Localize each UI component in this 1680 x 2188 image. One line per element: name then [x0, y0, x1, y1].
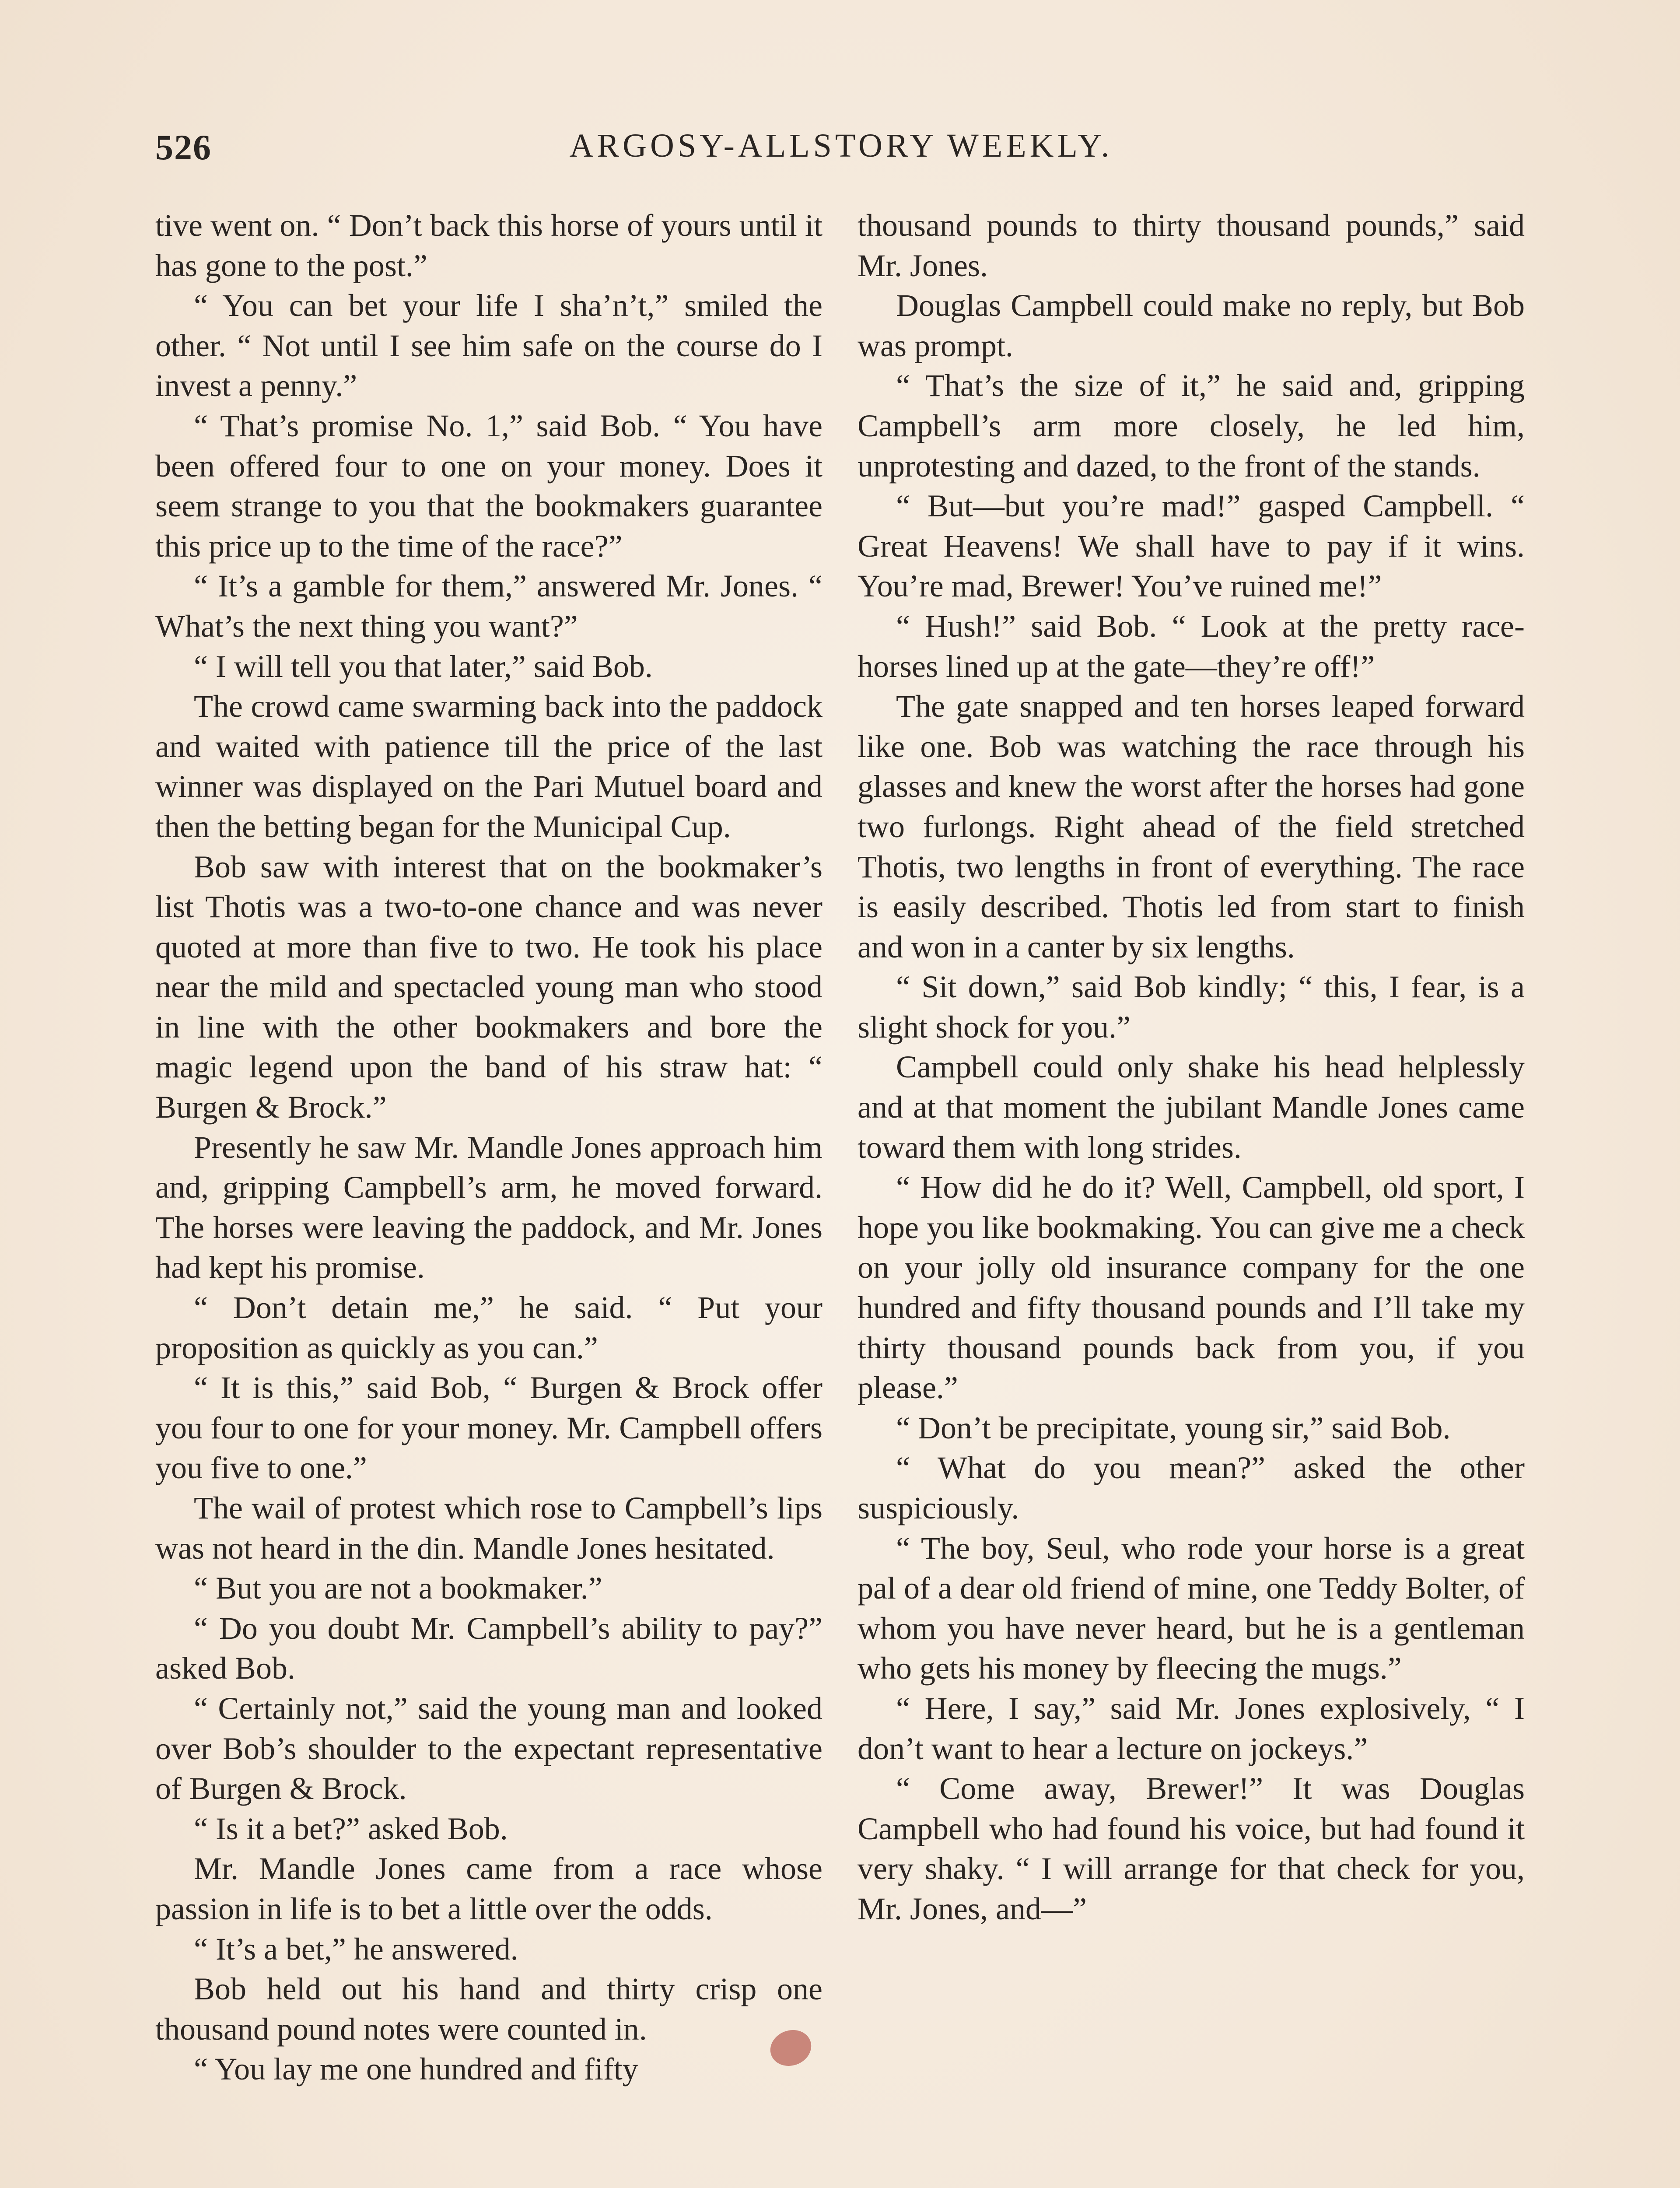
paragraph: “ Hush!” said Bob. “ Look at the pretty race-horses lined up at the gate—they’re off!”: [858, 608, 1525, 684]
paragraph: “ Do you doubt Mr. Campbell’s ability to pay?” asked Bob.: [155, 1610, 822, 1686]
paragraph: “ Don’t detain me,” he said. “ Put your proposition as quickly as you can.”: [155, 1290, 822, 1365]
paragraph: “ How did he do it? Well, Campbell, old sport, I hope you like bookmaking. You can give me a check on your jolly old insurance company for the one hundred and fifty thousand pounds and I’ll take my thirty thousand pounds back from you, if you please.”: [858, 1170, 1525, 1406]
paragraph: “ It’s a gamble for them,” answered Mr. Jones. “ What’s the next thing you want?”: [155, 568, 822, 644]
paragraph: “ That’s promise No. 1,” said Bob. “ You have been offered four to one on your money. Does it seem strange to you that the bookmakers guarantee this price up to the time of the race?”: [155, 408, 822, 564]
paragraph: The wail of protest which rose to Campbell’s lips was not heard in the din. Mandle Jones hesitated.: [155, 1490, 822, 1566]
paragraph: Presently he saw Mr. Mandle Jones approach him and, gripping Campbell’s arm, he moved forward. The horses were leaving the paddock, and Mr. Jones had kept his promise.: [155, 1129, 822, 1285]
paragraph: The crowd came swarming back into the paddock and waited with patience till the price of the last winner was displayed on the Pari Mutuel board and then the betting began for the Municipal Cup.: [155, 689, 822, 844]
running-head-title: ARGOSY-ALLSTORY WEEKLY.: [569, 127, 1113, 164]
paragraph: The gate snapped and ten horses leaped forward like one. Bob was watching the race through his glasses and knew the worst after the horses had gone two furlongs. Right ahead of the field stretched Thotis, two lengths in front of everything. The race is easily described. Thotis led from start to finish and won in a canter by six lengths.: [858, 689, 1525, 964]
paragraph: “ That’s the size of it,” he said and, gripping Campbell’s arm more closely, he led him, unprotesting and dazed, to the front of the stands.: [858, 368, 1525, 484]
paragraph: “ You lay me one hundred and fifty: [194, 2051, 638, 2087]
paragraph: “ Don’t be precipitate, young sir,” said Bob.: [896, 1410, 1451, 1445]
paragraph: Bob saw with interest that on the bookmaker’s list Thotis was a two-to-one chance and was never quoted at more than five to two. He took his place near the mild and spectacled young man who stood in line with the other bookmakers and bore the magic legend upon the band of his straw hat: “ Burgen & Brock.”: [155, 849, 822, 1125]
right-text-column: [858, 206, 1525, 1929]
page-header: [155, 127, 1527, 179]
left-text-column: [155, 206, 822, 2090]
paragraph: “ What do you mean?” asked the other suspiciously.: [858, 1450, 1525, 1525]
paragraph: “ It’s a bet,” he answered.: [194, 1931, 518, 1967]
paragraph: “ I will tell you that later,” said Bob.: [194, 649, 653, 684]
paragraph: Campbell could only shake his head helplessly and at that moment the jubilant Mandle Jones came toward them with long strides.: [858, 1049, 1525, 1165]
paragraph: “ You can bet your life I sha’n’t,” smiled the other. “ Not until I see him safe on the course do I invest a penny.”: [155, 288, 822, 403]
paragraph: “ Come away, Brewer!” It was Douglas Campbell who had found his voice, but had found it very shaky. “ I will arrange for that check for you, Mr. Jones, and—”: [858, 1771, 1525, 1926]
paragraph: “ Certainly not,” said the young man and looked over Bob’s shoulder to the expectant representative of Burgen & Brock.: [155, 1690, 822, 1806]
paragraph: Bob held out his hand and thirty crisp one thousand pound notes were counted in.: [155, 1971, 822, 2047]
paragraph: “ It is this,” said Bob, “ Burgen & Brock offer you four to one for your money. Mr. Campbell offers you five to one.”: [155, 1370, 822, 1486]
paragraph: “ The boy, Seul, who rode your horse is a great pal of a dear old friend of mine, one Teddy Bolter, of whom you have never heard, but he is a gentleman who gets his money by fleecing the mugs.”: [858, 1530, 1525, 1686]
paragraph: “ But—but you’re mad!” gasped Campbell. “ Great Heavens! We shall have to pay if it wins. You’re mad, Brewer! You’ve ruined me!”: [858, 488, 1525, 604]
paragraph: “ But you are not a bookmaker.”: [194, 1571, 602, 1606]
paragraph: “ Sit down,” said Bob kindly; “ this, I fear, is a slight shock for you.”: [858, 969, 1525, 1045]
paragraph: Douglas Campbell could make no reply, but Bob was prompt.: [858, 288, 1525, 363]
paragraph: “ Here, I say,” said Mr. Jones explosively, “ I don’t want to hear a lecture on jockeys.”: [858, 1690, 1525, 1766]
paragraph: tive went on. “ Don’t back this horse of yours until it has gone to the post.”: [155, 208, 822, 283]
paragraph: Mr. Mandle Jones came from a race whose passion in life is to bet a little over the odds.: [155, 1851, 822, 1926]
page-number: 526: [155, 127, 212, 167]
paragraph: thousand pounds to thirty thousand pounds,” said Mr. Jones.: [858, 208, 1525, 283]
paragraph: “ Is it a bet?” asked Bob.: [194, 1811, 508, 1846]
